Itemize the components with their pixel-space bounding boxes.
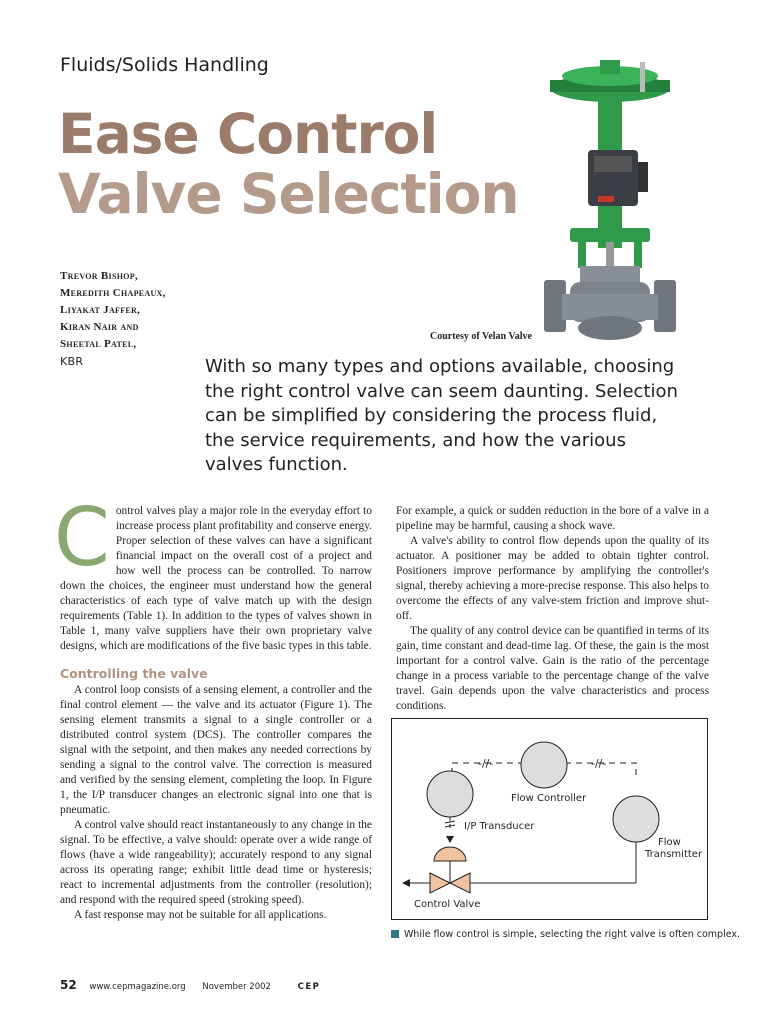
label-flow-controller: Flow Controller <box>511 793 587 804</box>
article-title-line1: Ease Control <box>58 102 438 166</box>
figure-flow-loop <box>391 718 708 920</box>
author-name: Meredith Chapeaux, <box>60 287 166 299</box>
figure-caption-text: While flow control is simple, selecting the right valve is often complex. <box>404 929 741 940</box>
signal-break-mark <box>445 821 455 823</box>
footer-url: www.cepmagazine.org <box>89 982 186 992</box>
photo-credit: Courtesy of Velan Valve <box>430 331 532 342</box>
valve-actuator <box>434 847 466 861</box>
signal-break-mark: -//- <box>478 757 494 770</box>
author-name: Kiran Nair and <box>60 321 139 333</box>
article-deck: With so many types and options available, choosing the right control valve can seem daunting. Selection can be simplified by considering the process fluid, the service requirements, and how the various valves function. <box>205 356 678 475</box>
body-paragraph: A control valve should react instantaneously to any change in the signal. To be effective, a valve should: operate over a wide range of flows (have a wide rangeability); accurately respond to any signal across its operating range; exhibit little dead time or hysteresis; react to incremental adjustments from the controller (resolution); and respond with the required speed (stroking speed). <box>60 819 372 906</box>
control-valve-photo <box>540 58 680 348</box>
footer-date: November 2002 <box>202 982 271 992</box>
label-flow-transmitter: Transmitter <box>645 849 703 860</box>
flow-loop-diagram <box>392 719 707 919</box>
label-flow-transmitter: Flow <box>658 837 681 848</box>
footer-magazine: CEP <box>297 982 321 992</box>
signal-break-mark: -//- <box>591 757 607 770</box>
body-paragraph: A valve's ability to control flow depends upon the quality of its actuator. A positioner may be added to obtain tighter control. Positioners improve performance by amplifying the controller's signal, thereby achieving a more-precise response. This also helps to overcome the effects of any valve-stem friction and improve shut-off. <box>396 535 709 622</box>
drop-cap: C <box>54 491 110 584</box>
body-paragraph: ontrol valves play a major role in the everyday effort to increase process plant profitability and conserve energy. Proper selection of these valves can have a significant financial impact on the overall cost of a project and how well the process can be controlled. To narrow down the choices, the engineer must understand how the general characteristics of each type of valve match up with the design requirements (Table 1). In addition to the types of valves shown in Table 1, many valve suppliers have their own proprietary valve designs, which are modifications of the five basic types in this table. <box>60 505 372 652</box>
valve-body <box>450 873 470 893</box>
article-title-line2: Valve Selection <box>58 162 519 226</box>
section-subhead: Controlling the valve <box>60 666 208 681</box>
author-name: Liyakat Jaffer, <box>60 304 141 316</box>
author-name: Sheetal Patel, <box>60 338 137 350</box>
body-paragraph: For example, a quick or sudden reduction in the bore of a valve in a pipeline may be harmful, causing a shock wave. <box>396 505 709 532</box>
body-paragraph: The quality of any control device can be quantified in terms of its gain, time constant and dead-time lag. Of these, the gain is the most important for a control valve. Gain is the ratio of the percentage change in a process variable to the percentage change of the valve travel. Gain depends upon the valve characteristics and process conditions. <box>396 625 709 712</box>
body-column-right <box>396 504 709 714</box>
figure-caption <box>391 929 740 940</box>
author-block <box>60 268 166 370</box>
body-column-left <box>54 491 372 923</box>
flow-controller-bubble <box>521 742 567 788</box>
label-control-valve: Control Valve <box>414 899 481 910</box>
page-footer <box>60 978 334 992</box>
valve-body <box>430 873 450 893</box>
author-affiliation: KBR <box>60 355 84 368</box>
body-paragraph: A control loop consists of a sensing element, a controller and the final control element — the valve and its actuator (Figure 1). The sensing element transmits a signal to a single controller or a distributed control system (DCS). The controller compares the signal with the setpoint, and then makes any needed corrections by sending a signal to the control valve. The correction is measured and verified by the sensing element, completing the loop. In Figure 1, the I/P transducer changes an electronic signal into one that is pneumatic. <box>60 684 372 816</box>
caption-marker-icon <box>391 930 399 938</box>
flow-transmitter-bubble <box>613 796 659 842</box>
arrow-head <box>402 879 410 887</box>
author-name: Trevor Bishop, <box>60 270 138 282</box>
ip-transducer-bubble <box>427 771 473 817</box>
arrow-head <box>446 836 454 843</box>
label-ip-transducer: I/P Transducer <box>464 821 535 832</box>
page-number: 52 <box>60 978 77 992</box>
section-tag: Fluids/Solids Handling <box>60 54 269 76</box>
body-paragraph: A fast response may not be suitable for all applications. <box>74 909 327 921</box>
